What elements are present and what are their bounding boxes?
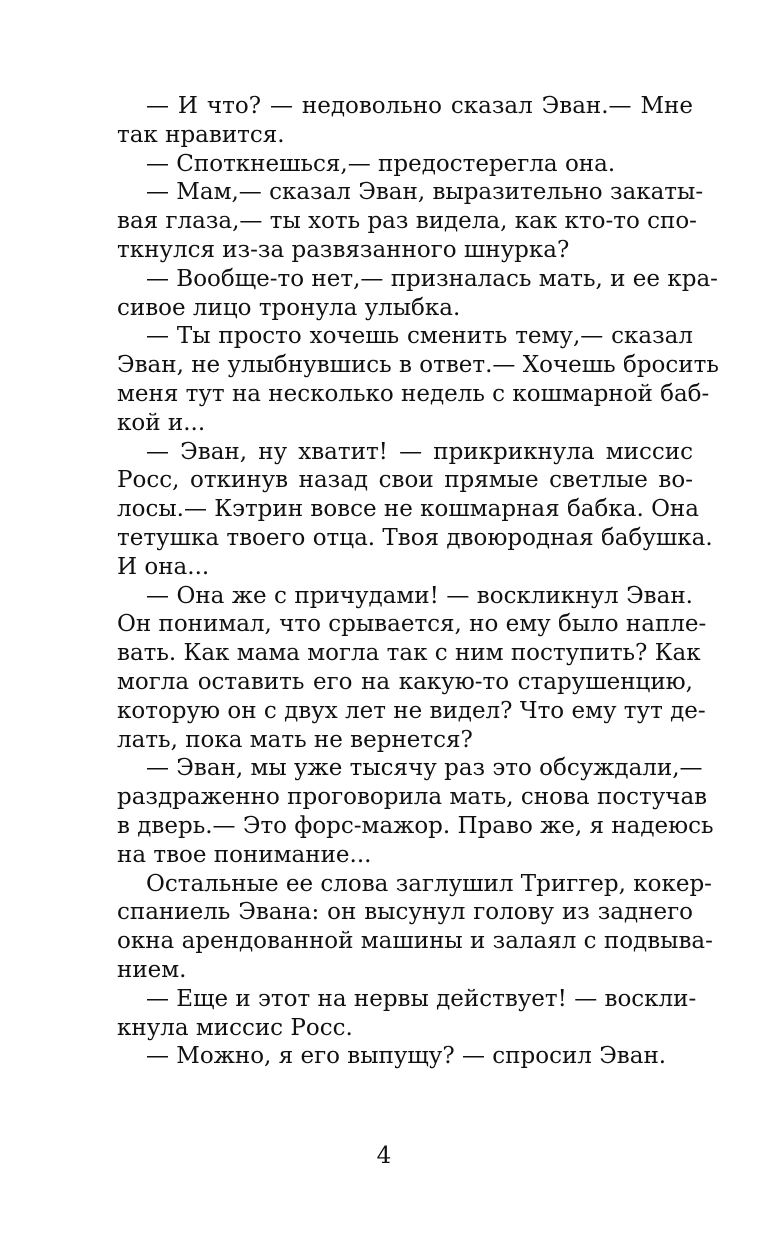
text-line: тетушка твоего отца. Твоя двоюродная бабушка.	[117, 524, 713, 551]
paragraph-9	[117, 870, 713, 985]
text-line: сивое лицо тронула улыбка.	[117, 294, 461, 321]
text-line: — И что? — недовольно сказал Эван.— Мне	[146, 93, 693, 119]
paragraph-11	[117, 1042, 693, 1071]
text-line: вая глаза,— ты хоть раз видела, как кто-то спо-	[117, 208, 697, 235]
text-line: — Вообще-то нет,— призналась мать, и ее кра-	[146, 265, 718, 292]
paragraph-2	[117, 150, 693, 179]
paragraph-4	[117, 265, 718, 323]
text-line: вать. Как мама могла так с ним поступить? Как	[117, 640, 701, 667]
text-line: ткнулся из-за развязанного шнурка?	[117, 236, 570, 263]
paragraph-7	[117, 582, 707, 755]
text-line: в дверь.— Это форс-мажор. Право же, я надеюсь	[117, 812, 714, 839]
text-line: окна арендованной машины и залаял с подвыва-	[117, 928, 713, 955]
paragraph-5	[117, 322, 719, 437]
text-line: Эван, не улыбнувшись в ответ.— Хочешь бросить	[117, 352, 719, 379]
text-line: — Мам,— сказал Эван, выразительно закаты-	[146, 179, 704, 206]
text-line: — Еще и этот на нервы действует! — воскли-	[146, 985, 697, 1012]
text-line: на твое понимание...	[117, 841, 372, 868]
page-number: 4	[376, 1143, 392, 1169]
text-line: раздраженно проговорила мать, снова постучав	[117, 784, 708, 811]
text-line: — Она же с причудами! — воскликнул Эван.	[146, 582, 693, 609]
text-line: спаниель Эвана: он высунул голову из заднего	[117, 899, 693, 926]
paragraph-6	[117, 438, 713, 582]
text-line: кнула миссис Росс.	[117, 1014, 353, 1041]
paragraph-3	[117, 178, 704, 264]
text-line: — Споткнешься,— предостерегла она.	[146, 150, 616, 177]
text-line: нием.	[117, 956, 187, 983]
text-line: Он понимал, что срывается, но ему было напле-	[117, 611, 707, 638]
paragraph-1	[117, 92, 693, 150]
text-line: могла оставить его на какую-то старушенцию,	[117, 668, 693, 695]
text-line: так нравится.	[117, 121, 285, 148]
text-line: И она...	[117, 553, 210, 580]
text-line: лосы.— Кэтрин вовсе не кошмарная бабка. Она	[117, 496, 699, 523]
text-line: — Можно, я его выпущу? — спросил Эван.	[146, 1043, 667, 1070]
text-line: которую он с двух лет не видел? Что ему тут де-	[117, 697, 706, 724]
paragraph-8	[117, 754, 714, 869]
text-line: Росс, откинув назад свои прямые светлые во-	[117, 467, 693, 494]
text-line: — Ты просто хочешь сменить тему,— сказал	[146, 323, 693, 350]
paragraph-10	[117, 985, 697, 1043]
text-line: меня тут на несколько недель с кошмарной баб-	[117, 380, 710, 407]
text-line: лать, пока мать не вернется?	[117, 726, 473, 753]
text-line: кой и...	[117, 409, 206, 436]
text-line: — Эван, ну хватит! — прикрикнула миссис	[146, 438, 693, 465]
page-text-body	[117, 92, 719, 1071]
text-line: Остальные ее слова заглушил Триггер, кокер-	[146, 870, 712, 897]
text-line: — Эван, мы уже тысячу раз это обсуждали,—	[146, 755, 703, 782]
